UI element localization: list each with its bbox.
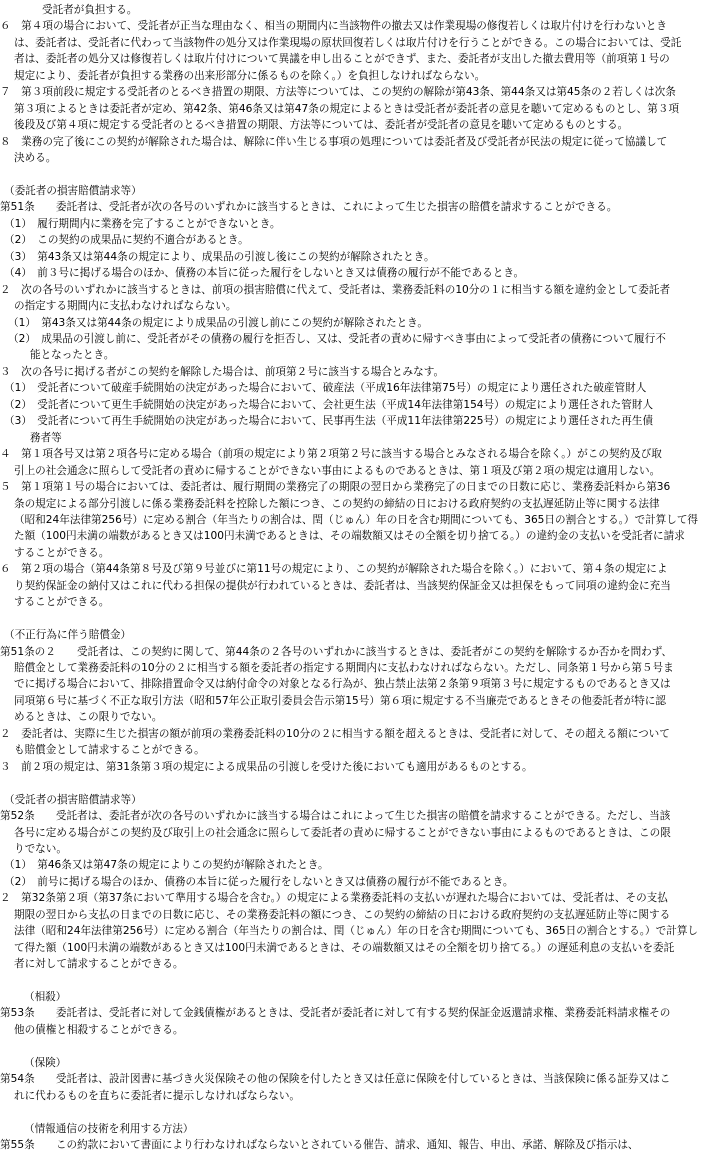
document-line: 条の規定による部分引渡しに係る業務委託料を控除した額につき、この契約の締結の日における政府契約の支払遅延防止等に関する法律	[14, 497, 660, 510]
document-line: ２ 委託者は、実際に生じた損害の額が前項の業務委託料の10分の２に相当する額を超えるときは、受託者に対して、その超える額について	[0, 727, 670, 740]
document-line: （2） 成果品の引渡し前に、受託者がその債務の履行を拒否し、又は、受託者の責めに帰すべき事由によって受託者の債務について履行不	[8, 333, 666, 345]
document-line: は、委託者は、受託者に代わって当該物件の処分又は作業現場の原状回復若しくは取片付けを行うことができる。この場合においては、受託	[14, 36, 682, 49]
document-line: 能となったとき。	[30, 349, 115, 362]
document-line: 期限の翌日から支払の日までの日数に応じ、その業務委託料の額につき、この契約の締結の日における政府契約の支払遅延防止等に関する	[14, 908, 671, 921]
document-line: 第51条の２ 受託者は、この契約に関して、第44条の２各号のいずれかに該当するときは、委託者がこの契約を解除するか否かを問わず、	[0, 645, 673, 658]
document-line: めるときは、この限りでない。	[14, 711, 163, 724]
document-line: 他の債権と相殺することができる。	[14, 1023, 184, 1036]
document-line: することができる。	[14, 596, 110, 609]
document-line: （4） 前３号に掲げる場合のほか、債務の本旨に従った履行をしないとき又は債務の履行が不能であるとき。	[4, 267, 525, 280]
document-line: 第54条 受託者は、設計図書に基づき火災保険その他の保険を付したとき又は任意に保険を付しているときは、当該保険に係る証券又はこ	[0, 1073, 671, 1086]
document-line: （2） 前号に掲げる場合のほか、債務の本旨に従った履行をしないとき又は債務の履行が不能であるとき。	[4, 875, 514, 888]
document-line: た額（100円未満の端数があるとき又は100円未満であるときは、その端数額又はその全額を切り捨てる。）の違約金の支払いを受託者に請求	[14, 530, 685, 543]
document-line: （1） 受託者について破産手続開始の決定があった場合において、破産法（平成16年法律第75号）の規定により選任された破産管財人	[4, 382, 647, 395]
document-line: 者に対して請求することができる。	[14, 958, 184, 971]
document-line: ３ 前２項の規定は、第31条第３項の規定による成果品の引渡しを受けた後においても適用があるものとする。	[0, 760, 533, 773]
document-line: （情報通信の技術を利用する方法）	[24, 1122, 194, 1135]
document-line: することができる。	[14, 546, 110, 559]
document-line: 法律（昭和24年法律第256号）に定める割合（年当たりの割合は、閏（じゅん）年の日を含む期間についても、365日の割合とする。）で計算し	[14, 925, 699, 938]
document-line: 各号に定める場合がこの契約及び取引上の社会通念に照らして委託者の責めに帰することができない事由によるものであるときは、この限	[14, 826, 671, 839]
document-line: ７ 第３項前段に規定する受託者のとるべき措置の期限、方法等については、この契約の解除が第43条、第44条又は第45条の２若しくは次条	[0, 86, 676, 99]
document-line: 第51条 委託者は、受託者が次の各号のいずれかに該当するときは、これによって生じた損害の賠償を請求することができる。	[0, 201, 618, 214]
document-line: 第53条 委託者は、受託者に対して金銭債権があるときは、受託者が委託者に対して有する契約保証金返還請求権、業務委託料請求権その	[0, 1007, 671, 1020]
document-line: 後段及び第４項に規定する受託者のとるべき措置の期限、方法等については、委託者が受託者の意見を聴いて定めるものとする。	[14, 119, 629, 132]
document-line: （昭和24年法律第256号）に定める割合（年当たりの割合は、閏（じゅん）年の日を含む期間についても、365日の割合とする。）で計算して得	[14, 513, 699, 526]
document-line: 規定により、委託者が負担する業務の出来形部分に係るものを除く。）を負担しなければならない。	[14, 69, 486, 82]
document-line: て得た額（100円未満の端数があるとき又は100円未満であるときは、その端数額又はその全額を切り捨てる。）の遅延利息の支払いを委託	[14, 941, 675, 954]
document-line: ２ 第32条第２項（第37条において準用する場合を含む。）の規定による業務委託料の支払いが遅れた場合においては、受託者は、その支払	[0, 892, 668, 905]
document-line: （保険）	[24, 1056, 67, 1069]
document-line: り契約保証金の納付又はこれに代わる担保の提供が行われているときは、委託者は、当該契約保証金又は担保をもって同項の違約金に充当	[14, 579, 671, 592]
document-line: （1） 履行期間内に業務を完了することができないとき。	[4, 217, 281, 230]
document-line: （1） 第43条又は第44条の規定により成果品の引渡し前にこの契約が解除されたとき。	[8, 316, 428, 329]
document-line: ８ 業務の完了後にこの契約が解除された場合は、解除に伴い生じる事項の処理については委託者及び受託者が民法の規定に従って協議して	[0, 135, 668, 148]
document-line: ６ 第４項の場合において、受託者が正当な理由なく、相当の期間内に当該物件の撤去又は作業現場の修復若しくは取片付けを行わないとき	[0, 20, 667, 33]
document-line: （委託者の損害賠償請求等）	[4, 184, 142, 197]
document-line: 引上の社会通念に照らして受託者の責めに帰することができない事由によるものであるときは、第１項及び第２項の規定は適用しない。	[14, 464, 661, 477]
document-line: 賠償金として業務委託料の10分の２に相当する額を委託者の指定する期間内に支払わなければならない。ただし、同条第１号から第５号ま	[14, 662, 674, 674]
document-line: れに代わるものを直ちに委託者に提示しなければならない。	[14, 1089, 301, 1102]
document-line: ６ 第２項の場合（第44条第８号及び第９号並びに第11号の規定により、この契約が解除された場合を除く。）において、第４条の規定によ	[0, 563, 668, 576]
document-line: ２ 次の各号のいずれかに該当するときは、前項の損害賠償に代えて、受託者は、業務委託料の10分の１に相当する額を違約金として委託者	[0, 283, 671, 296]
document-line: 第３項によるときは委託者が定め、第42条、第46条又は第47条の規定によるときは受託者が委託者の意見を聴いて定めるものとし、第３項	[14, 102, 680, 115]
document-line: （不正行為に伴う賠償金）	[4, 629, 132, 642]
document-line: でに掲げる場合において、排除措置命令又は納付命令の対象となる行為が、独占禁止法第２条第９項第３号に規定するものであるとき又は	[14, 678, 671, 691]
document-line: （3） 受託者について再生手続開始の決定があった場合において、民事再生法（平成11年法律第225号）の規定により選任された再生債	[4, 415, 654, 428]
document-line: （3） 第43条又は第44条の規定により、成果品の引渡し後にこの契約が解除されたとき。	[4, 250, 435, 263]
document-line: 第52条 受託者は、委託者が次の各号のいずれかに該当する場合はこれによって生じた損害の賠償を請求することができる。ただし、当該	[0, 810, 671, 823]
document-line: ３ 次の各号に掲げる者がこの契約を解除した場合は、前項第２号に該当する場合とみなす。	[0, 365, 445, 378]
document-line: の指定する期間内に支払わなければならない。	[14, 300, 237, 313]
document-line: ５ 第１項第１号の場合においては、委託者は、履行期間の業務完了の期限の翌日から業務完了の日までの日数に応じ、業務委託料から第36	[0, 481, 671, 494]
document-line: 務者等	[30, 431, 62, 444]
document-line: （2） この契約の成果品に契約不適合があるとき。	[4, 234, 249, 247]
document-line: も賠償金として請求することができる。	[14, 744, 205, 757]
document-line: りでない。	[14, 842, 67, 855]
document-line: （2） 受託者について更生手続開始の決定があった場合において、会社更生法（平成14年法律第154号）の規定により選任された管財人	[4, 398, 654, 411]
document-line: 受託者が負担する。	[42, 4, 138, 16]
document-line: 同項第６号に基づく不正な取引方法（昭和57年公正取引委員会告示第15号）第６項に規定する不当廉売であるときその他委託者が特に認	[14, 694, 666, 707]
document-line: 者は、委託者の処分又は修復若しくは取片付けについて異議を申し出ることができず、また、委託者が支出した撤去費用等（前項第１号の	[14, 53, 670, 66]
document-line: 第55条 この約款において書面により行わなければならないとされている催告、請求、通知、報告、申出、承諾、解除及び指示は、	[0, 1139, 639, 1152]
document-line: 決める。	[14, 152, 57, 165]
document-line: （相殺）	[24, 991, 67, 1003]
document-line: ４ 第１項各号又は第２項各号に定める場合（前項の規定により第２項第２号に該当する場合とみなされる場合を除く。）がこの契約及び取	[0, 448, 662, 461]
document-line: （1） 第46条又は第47条の規定によりこの契約が解除されたとき。	[4, 859, 329, 872]
document-line: （受託者の損害賠償請求等）	[4, 793, 142, 806]
